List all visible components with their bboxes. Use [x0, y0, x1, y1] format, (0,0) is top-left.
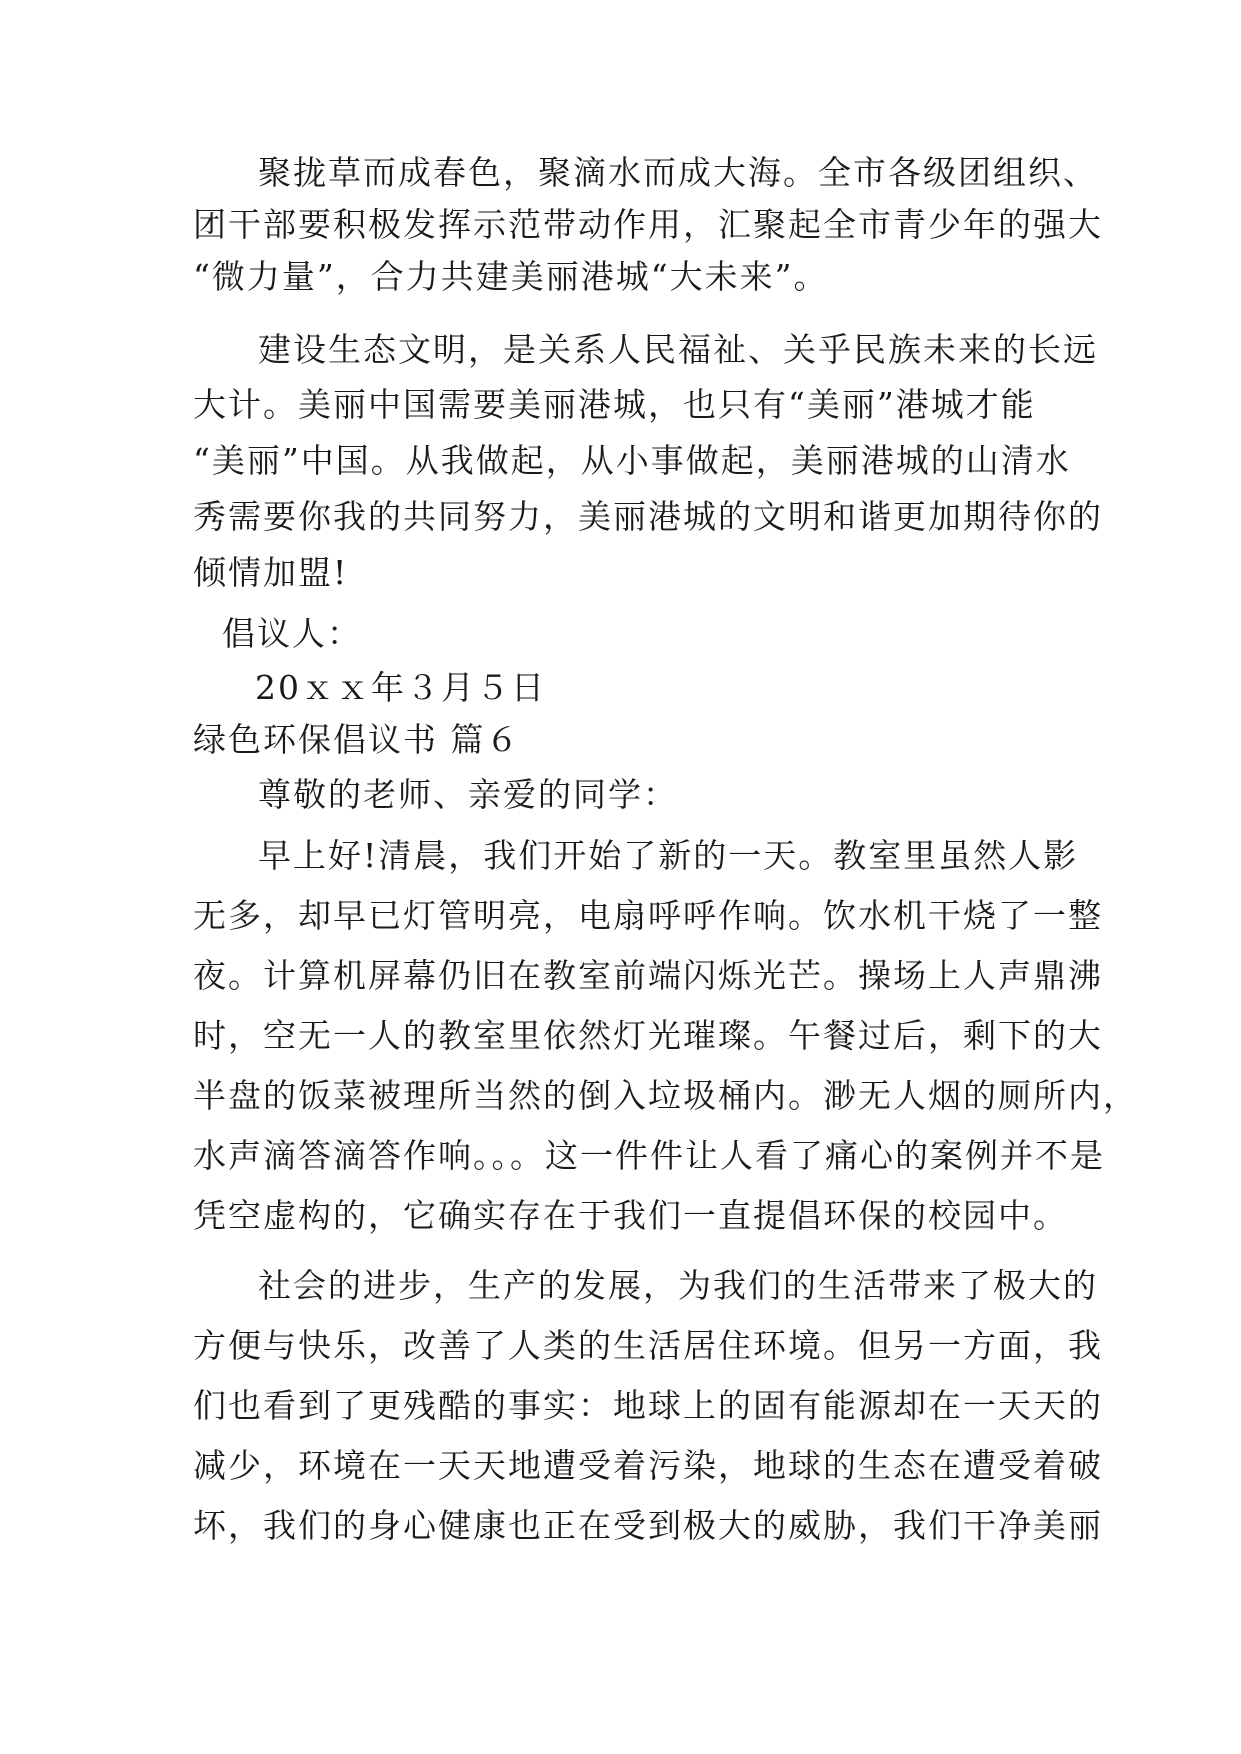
- paragraph-line: “美丽”中国。从我做起，从小事做起，美丽港城的山清水: [193, 441, 1071, 480]
- paragraph-line: 方便与快乐，改善了人类的生活居住环境。但另一方面，我: [193, 1326, 1103, 1365]
- paragraph-line: 团干部要积极发挥示范带动作用，汇聚起全市青少年的强大: [193, 205, 1103, 244]
- paragraph-line: 秀需要你我的共同努力，美丽港城的文明和谐更加期待你的: [193, 497, 1103, 536]
- paragraph-line: 们也看到了更残酷的事实：地球上的固有能源却在一天天的: [193, 1386, 1103, 1425]
- paragraph-line: 水声滴答滴答作响。。。这一件件让人看了痛心的案例并不是: [193, 1136, 1105, 1175]
- signer-label: 倡议人：: [222, 614, 362, 653]
- date-line: 20ｘｘ年３月５日: [255, 668, 546, 707]
- paragraph-line: 社会的进步，生产的发展，为我们的生活带来了极大的: [258, 1266, 1098, 1305]
- salutation: 尊敬的老师、亲爱的同学：: [258, 775, 678, 814]
- paragraph-line: 减少，环境在一天天地遭受着污染，地球的生态在遭受着破: [193, 1446, 1103, 1485]
- paragraph-line: 无多，却早已灯管明亮，电扇呼呼作响。饮水机干烧了一整: [193, 896, 1103, 935]
- paragraph-line: “微力量”，合力共建美丽港城“大未来”。: [193, 257, 829, 296]
- paragraph-line: 大计。美丽中国需要美丽港城，也只有“美丽”港城才能: [193, 385, 1036, 424]
- paragraph-line: 建设生态文明，是关系人民福祉、关乎民族未来的长远: [258, 330, 1098, 369]
- paragraph-line: 坏，我们的身心健康也正在受到极大的威胁，我们干净美丽: [193, 1506, 1103, 1545]
- paragraph-line: 半盘的饭菜被理所当然的倒入垃圾桶内。渺无人烟的厕所内，: [193, 1076, 1138, 1115]
- section-title: 绿色环保倡议书 篇６: [193, 720, 521, 759]
- paragraph-line: 早上好!清晨，我们开始了新的一天。教室里虽然人影: [258, 836, 1079, 875]
- paragraph-line: 夜。计算机屏幕仍旧在教室前端闪烁光芒。操场上人声鼎沸: [193, 956, 1103, 995]
- paragraph-line: 时，空无一人的教室里依然灯光璀璨。午餐过后，剩下的大: [193, 1016, 1103, 1055]
- paragraph-line: 凭空虚构的，它确实存在于我们一直提倡环保的校园中。: [193, 1196, 1068, 1235]
- paragraph-line: 倾情加盟!: [193, 553, 349, 592]
- paragraph-line: 聚拢草而成春色，聚滴水而成大海。全市各级团组织、: [258, 153, 1098, 192]
